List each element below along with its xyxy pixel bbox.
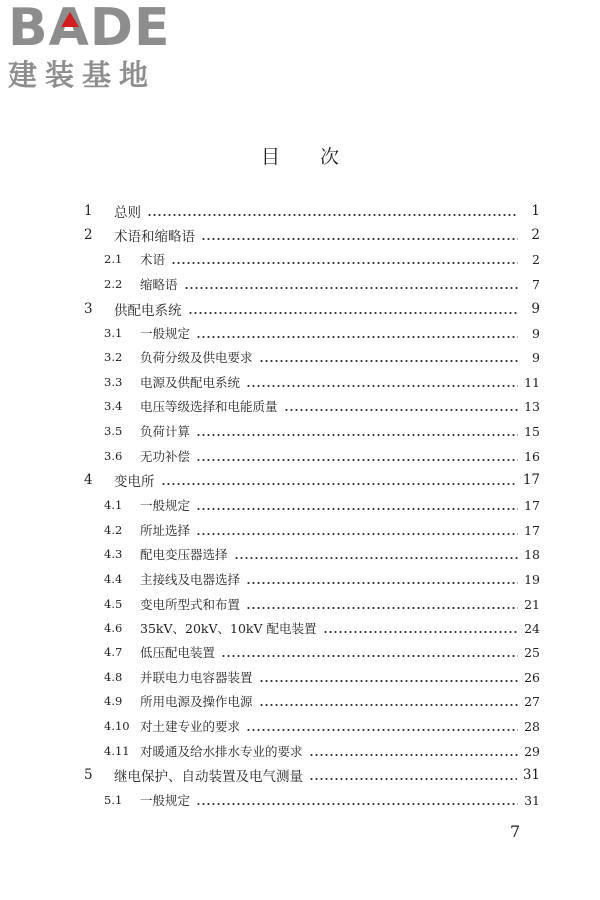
logo-subtitle: 建装基地: [8, 58, 157, 92]
logo-red-triangle-icon: [61, 12, 79, 27]
toc-entry-page: 17: [524, 522, 540, 538]
toc-entry-title: 低压配电装置: [140, 645, 216, 660]
toc-dot-leader: [309, 764, 517, 786]
toc-entry-title: 术语: [140, 252, 166, 267]
toc-entry-page: 16: [524, 448, 540, 464]
toc-entry-title: 配电变压器选择: [140, 547, 228, 562]
toc-dot-leader: [196, 445, 518, 467]
toc-entry-title: 负荷分级及供电要求: [140, 350, 253, 365]
toc-entry-title: 总则: [114, 205, 141, 221]
toc-entry-number: 2: [84, 227, 93, 243]
toc-entry-title: 所用电源及操作电源: [140, 694, 253, 709]
toc-dot-leader: [246, 568, 518, 590]
toc-entry: [84, 224, 540, 246]
toc-entry: [84, 715, 540, 737]
toc-entry-page: 9: [531, 301, 540, 317]
toc-entry-page: 29: [524, 743, 540, 759]
toc-entry-number: 4.9: [104, 694, 123, 708]
toc-entry-page: 25: [524, 644, 540, 660]
toc-entry-title: 电源及供配电系统: [140, 375, 241, 390]
toc-dot-leader: [284, 395, 518, 417]
toc-entry-number: 4.5: [104, 597, 123, 611]
toc-entry-title: 变电所型式和布置: [140, 597, 241, 612]
toc-entry-title: 变电所: [114, 474, 155, 490]
toc-entry-title: 供配电系统: [114, 303, 182, 319]
toc-entry-number: 4: [84, 472, 93, 488]
toc-entry-page: 27: [524, 693, 540, 709]
toc-entry-title: 负荷计算: [140, 424, 191, 439]
toc-entry-page: 2: [532, 251, 540, 267]
toc-dot-leader: [196, 789, 518, 811]
toc-entry-number: 3.6: [104, 449, 123, 463]
toc-dot-leader: [259, 690, 518, 712]
toc-entry: [84, 445, 540, 467]
toc-entry-page: 28: [524, 718, 540, 734]
toc-entry-number: 5.1: [104, 793, 123, 807]
toc-entry: [84, 641, 540, 663]
toc-entry-title: 一般规定: [140, 326, 191, 341]
toc-entry: [84, 593, 540, 615]
toc-dot-leader: [196, 519, 518, 541]
toc-entry-page: 17: [522, 472, 540, 488]
toc-dot-leader: [161, 469, 517, 491]
toc-entry-page: 2: [531, 227, 540, 243]
toc-entry-number: 4.7: [104, 645, 123, 659]
toc-entry-page: 11: [524, 374, 540, 390]
toc-dot-leader: [196, 322, 518, 344]
toc-entry-title: 对土建专业的要求: [140, 719, 241, 734]
toc-entry: [84, 543, 540, 565]
toc-dot-leader: [246, 593, 518, 615]
toc-dot-leader: [246, 715, 518, 737]
toc-entry-number: 3.2: [104, 350, 123, 364]
toc-entry-number: 3.5: [104, 424, 123, 438]
toc-title: 目次: [260, 146, 379, 168]
toc-entry: [84, 298, 540, 320]
toc-dot-leader: [196, 420, 518, 442]
toc-entry-page: 9: [532, 325, 540, 341]
toc-entry-title: 并联电力电容器装置: [140, 670, 253, 685]
toc-entry-title: 对暖通及给水排水专业的要求: [140, 744, 303, 759]
toc-entry-page: 26: [524, 669, 540, 685]
toc-entry-number: 4.11: [104, 744, 130, 758]
toc-entry: [84, 617, 540, 639]
toc-entry-number: 4.3: [104, 547, 123, 561]
toc-entry-page: 24: [524, 620, 540, 636]
toc-entry-page: 13: [524, 398, 540, 414]
toc-entry-title: 一般规定: [140, 793, 191, 808]
toc-entry-title: 35kV、20kV、10kV 配电装置: [140, 621, 317, 636]
toc-entry: [84, 740, 540, 762]
toc-dot-leader: [259, 346, 518, 368]
toc-entry: [84, 764, 540, 786]
toc-entry-number: 5: [84, 767, 93, 783]
toc-entry: [84, 200, 540, 222]
toc-dot-leader: [184, 273, 518, 295]
toc-entry-number: 3.3: [104, 375, 123, 389]
toc-entry-page: 15: [524, 423, 540, 439]
toc-entry-title: 所址选择: [140, 523, 191, 538]
toc-entry-number: 2.2: [104, 277, 123, 291]
toc-entry: [84, 420, 540, 442]
toc-entry-title: 电压等级选择和电能质量: [140, 399, 278, 414]
toc-entry: [84, 690, 540, 712]
logo-wordmark: BADE: [8, 0, 171, 58]
toc-dot-leader: [201, 224, 518, 246]
toc-entry: [84, 322, 540, 344]
toc-dot-leader: [188, 298, 519, 320]
toc-entry-page: 18: [524, 546, 540, 562]
toc-entry: [84, 371, 540, 393]
toc-entry-page: 1: [531, 203, 540, 219]
toc-entry-number: 3.4: [104, 399, 123, 413]
toc-entry-number: 4.4: [104, 572, 123, 586]
toc-entry-title: 主接线及电器选择: [140, 572, 241, 587]
toc-entry: [84, 469, 540, 491]
toc-entry-page: 31: [524, 792, 540, 808]
toc-entry-number: 3.1: [104, 326, 123, 340]
toc-entry: [84, 789, 540, 811]
toc-entry: [84, 395, 540, 417]
toc-dot-leader: [309, 740, 518, 762]
toc-entry-page: 19: [524, 571, 540, 587]
toc-dot-leader: [147, 200, 518, 222]
toc-entry-title: 一般规定: [140, 498, 191, 513]
toc-entry-number: 4.2: [104, 523, 123, 537]
toc-dot-leader: [323, 617, 519, 639]
toc-entry-page: 7: [532, 276, 540, 292]
toc-entry-page: 21: [524, 596, 540, 612]
toc-entry-number: 4.6: [104, 621, 123, 635]
toc-entry: [84, 273, 540, 295]
toc-entry: [84, 248, 540, 270]
toc-entry-number: 3: [84, 301, 93, 317]
toc-entry: [84, 494, 540, 516]
toc-entry-title: 继电保护、自动装置及电气测量: [114, 769, 303, 785]
toc-entry-number: 4.8: [104, 670, 123, 684]
toc-dot-leader: [221, 641, 518, 663]
toc-dot-leader: [171, 248, 518, 270]
page-number: 7: [510, 822, 521, 841]
toc-dot-leader: [246, 371, 518, 393]
toc-entry-page: 17: [524, 497, 540, 513]
toc-entry-number: 4.10: [104, 719, 130, 733]
toc-entry-page: 31: [522, 767, 540, 783]
toc-entry-number: 1: [84, 203, 93, 219]
toc-entry-title: 术语和缩略语: [114, 229, 195, 245]
toc-entry: [84, 519, 540, 541]
toc-entry: [84, 346, 540, 368]
toc-entry-page: 9: [532, 349, 540, 365]
toc-entry: [84, 666, 540, 688]
toc-dot-leader: [234, 543, 518, 565]
toc-entry-number: 4.1: [104, 498, 123, 512]
toc-dot-leader: [196, 494, 518, 516]
toc-entry: [84, 568, 540, 590]
toc-entry-title: 无功补偿: [140, 449, 191, 464]
toc-entry-number: 2.1: [104, 252, 123, 266]
toc-dot-leader: [259, 666, 518, 688]
toc-entry-title: 缩略语: [140, 277, 178, 292]
bade-logo: [8, 2, 178, 92]
